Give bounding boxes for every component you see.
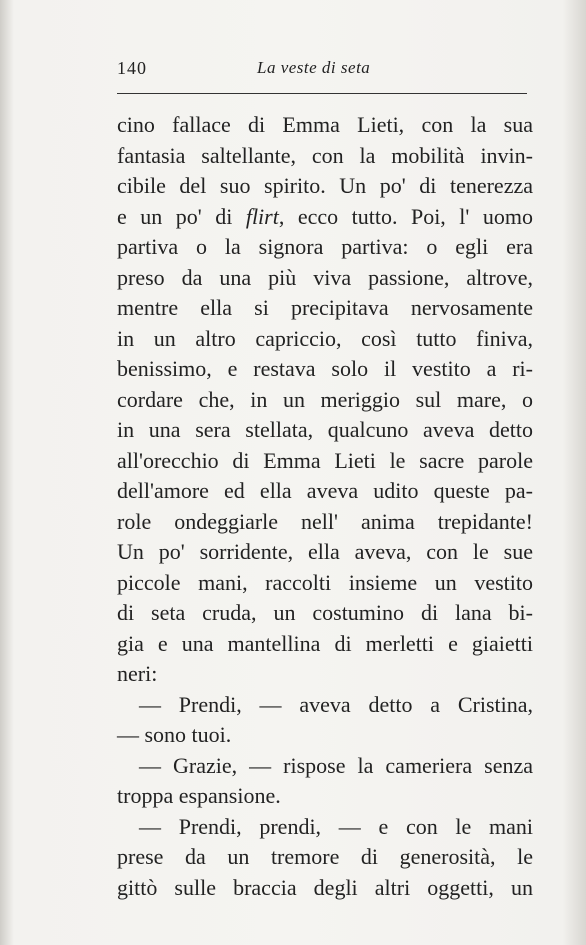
text-line: e un po' di flirt, ecco tutto. Poi, l' uomo bbox=[117, 203, 533, 229]
text-line: partiva o la signora partiva: o egli era bbox=[117, 234, 533, 259]
text-line: all'orecchio di Emma Lieti le sacre parole bbox=[117, 447, 533, 473]
text-line: di seta cruda, un costumino di lana bi- bbox=[117, 600, 533, 625]
page-number: 140 bbox=[117, 58, 147, 78]
text-line: dell'amore ed ella aveva udito queste pa- bbox=[117, 478, 533, 503]
text-line: prese da un tremore di generosità, le bbox=[117, 844, 533, 869]
text-line: cordare che, in un meriggio sul mare, o bbox=[117, 386, 533, 412]
text-line: in un altro capriccio, così tutto finiva, bbox=[117, 325, 533, 351]
text-line: cibile del suo spirito. Un po' di tenerezza bbox=[117, 173, 533, 198]
text-line: cino fallace di Emma Lieti, con la sua bbox=[117, 112, 533, 137]
dialogue-line: — Prendi, — aveva detto a Cristina, bbox=[139, 691, 533, 717]
dialogue-line: troppa espansione. bbox=[117, 783, 281, 808]
text-line: piccole mani, raccolti insieme un vestito bbox=[117, 569, 533, 595]
text-line: mentre ella si precipitava nervosamente bbox=[117, 295, 533, 320]
text-line: gia e una mantellina di merletti e giaietti bbox=[117, 630, 533, 656]
italic-word: flirt bbox=[245, 203, 279, 229]
dialogue-line: — sono tuoi. bbox=[117, 722, 232, 747]
dialogue-line: — Grazie, — rispose la cameriera senza bbox=[139, 752, 533, 778]
text-line: gittò sulle braccia degli altri oggetti, un bbox=[117, 874, 533, 900]
text-line: benissimo, e restava solo il vestito a ri- bbox=[117, 356, 533, 381]
text-line: role ondeggiarle nell' anima trepidante! bbox=[117, 508, 533, 534]
text-line: neri: bbox=[117, 661, 158, 686]
page-header bbox=[117, 58, 527, 82]
dialogue-line: — Prendi, prendi, — e con le mani bbox=[139, 813, 533, 839]
text-line: Un po' sorridente, ella aveva, con le sue bbox=[117, 539, 533, 564]
header-rule bbox=[117, 93, 527, 94]
text-line: preso da una più viva passione, altrove, bbox=[117, 264, 533, 290]
running-title: La veste di seta bbox=[257, 58, 371, 77]
text-line: fantasia saltellante, con la mobilità invin- bbox=[117, 142, 533, 168]
text-line: in una sera stellata, qualcuno aveva detto bbox=[117, 417, 533, 442]
body-text bbox=[117, 110, 533, 903]
